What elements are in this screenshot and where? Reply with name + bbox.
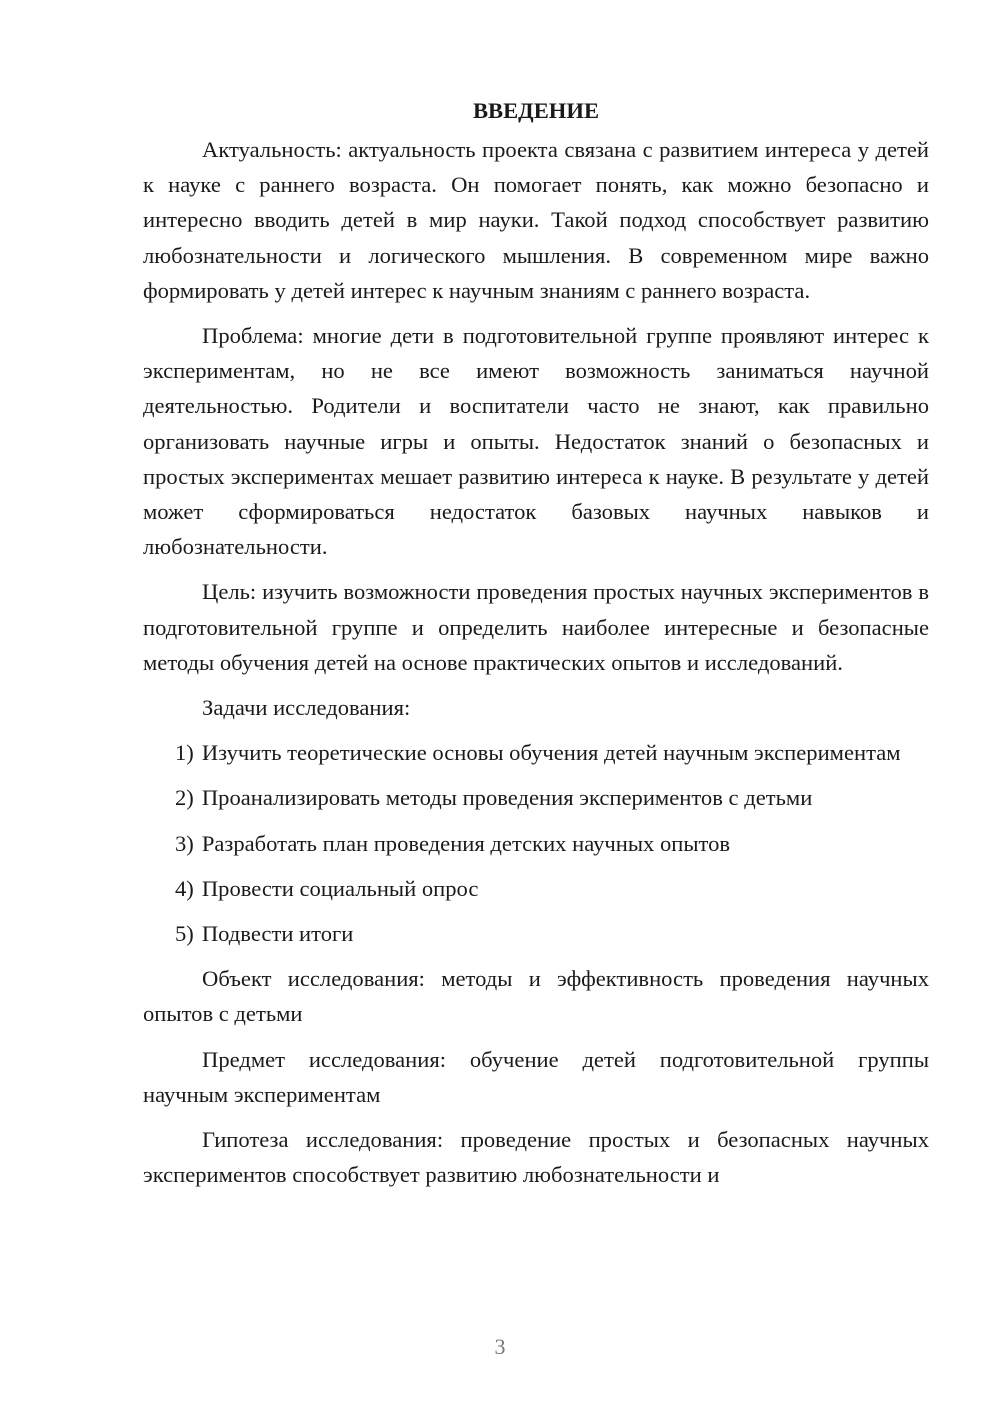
task-number: 3) [175,830,194,856]
task-number: 4) [175,875,194,901]
page-content [143,93,929,1192]
task-text: Проанализировать методы проведения экспериментов с детьми [201,785,813,811]
task-number: 2) [175,785,194,811]
task-item [143,735,929,770]
task-item [143,780,929,815]
task-text: Провести социальный опрос [201,875,479,901]
task-text: Разработать план проведения детских научных опытов [201,830,731,856]
task-item [143,826,929,861]
task-item [143,916,929,951]
paragraph-goal: Цель: изучить возможности проведения простых научных экспериментов в подготовительной группе и определить наиболее интересные и безопасные методы обучения детей на основе практических опытов и исследований. [143,579,929,675]
paragraph-problem: Проблема: многие дети в подготовительной группе проявляют интерес к экспериментам, но не все имеют возможность заниматься научной деятельностью. Родители и воспитатели часто не знают, как правильно организовать научные игры и опыты. Недостаток знаний о безопасных и простых экспериментах мешает развитию интереса к науке. В результате у детей может сформироваться недостаток базовых научных навыков и любознательности. [143,323,929,560]
paragraph-relevance: Актуальность: актуальность проекта связана с развитием интереса у детей к науке с раннего возраста. Он помогает понять, как можно безопасно и интересно вводить детей в мир науки. Такой подход способствует развитию любознательности и логического мышления. В современном мире важно формировать у детей интерес к научным знаниям с раннего возраста. [143,137,929,303]
task-text: Изучить теоретические основы обучения детей научным экспериментам [201,740,901,766]
paragraph-subject: Предмет исследования: обучение детей подготовительной группы научным экспериментам [143,1046,929,1107]
task-text: Подвести итоги [201,921,354,947]
paragraph-hypothesis: Гипотеза исследования: проведение простых и безопасных научных экспериментов способствует развитию любознательности и [143,1127,929,1188]
task-number: 5) [175,921,194,947]
page-number: 3 [494,1334,506,1359]
paragraph-object: Объект исследования: методы и эффективность проведения научных опытов с детьми [143,966,929,1027]
task-item [143,871,929,906]
tasks-heading: Задачи исследования: [202,695,411,721]
page-title: ВВЕДЕНИЕ [472,98,600,123]
task-number: 1) [175,740,194,766]
